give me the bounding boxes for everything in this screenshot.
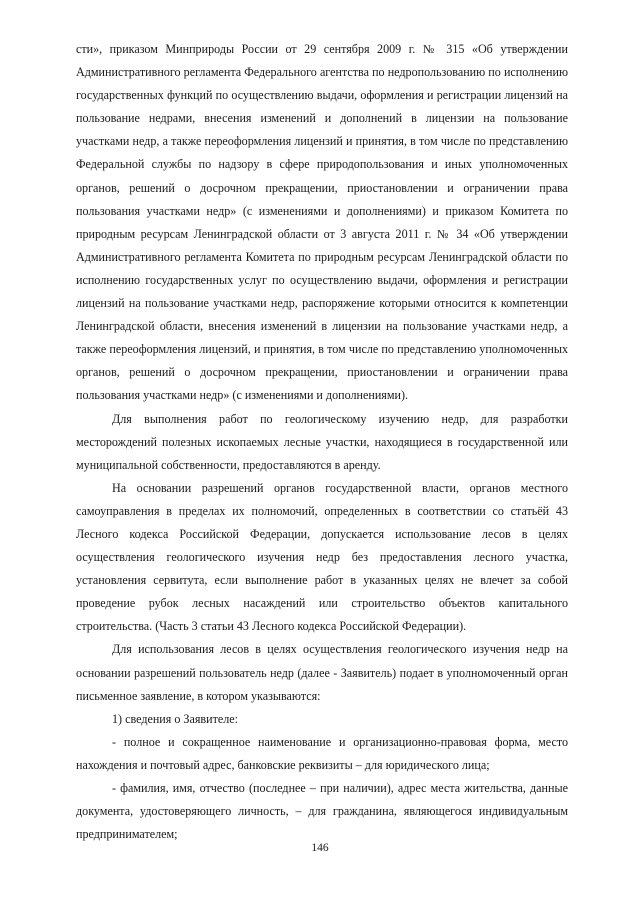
- paragraph-permission-basis: На основании разрешений органов государственной власти, органов местного самоуправления в пределах их полномочий, определенных в соответствии со статьёй 43 Лесного кодекса Российской Федерации, допускается использование лесов в целях осуществления геологического изучения недр без предоставления лесного участка, установления сервитута, если выполнение работ в указанных целях не влечет за собой проведение рубок лесных насаждений или строительство объектов капитального строительства. (Часть 3 статьи 43 Лесного кодекса Российской Федерации).: [76, 480, 568, 634]
- paragraph-legal-references: сти», приказом Минприроды России от 29 сентября 2009 г. № 315 «Об утверждении Административного регламента Федерального агентства по недропользованию по исполнению государственных функций по осуществлению выдачи, оформления и регистрации лицензий на пользование недрами, внесения изменений и дополнений в лицензии на пользование участками недр, а также переоформления лицензий и принятия, в том числе по представлению Федеральной службы по надзору в сфере природопользования и иных уполномоченных органов, решений о досрочном прекращении, приостановлении и ограничении права пользования участками недр» (с изменениями и дополнениями) и приказом Комитета по природным ресурсам Ленинградской области от 3 августа 2011 г. № 34 «Об утверждении Административного регламента Комитета по природным ресурсам Ленинградской области по исполнению государственных услуг по осуществлению выдачи, оформления и регистрации лицензий на пользование участками недр, распоряжение которыми относится к компетенции Ленинградской области, внесения изменений в лицензии на пользование участками недр, а также переоформления лицензий, и принятия, в том числе по представлению уполномоченных органов, решений о досрочном прекращении, приостановлении и ограничении права пользования участками недр» (с изменениями и дополнениями).: [76, 42, 568, 403]
- paragraph-application-intro: Для использования лесов в целях осуществления геологического изучения недр на основании разрешений пользователь недр (далее - Заявитель) подает в уполномоченный орган письменное заявление, в котором указываются:: [76, 642, 568, 703]
- list-item-entrepreneur: - фамилия, имя, отчество (последнее – при наличии), адрес места жительства, данные документа, удостоверяющего личность, – для гражданина, являющегося индивидуальным предпринимателем;: [76, 781, 568, 842]
- document-page: [76, 38, 568, 846]
- list-item-applicant-info: 1) сведения о Заявителе:: [112, 711, 239, 726]
- page-number: 146: [311, 842, 329, 854]
- paragraph-lease-provision: Для выполнения работ по геологическому изучению недр, для разработки месторождений полезных ископаемых лесные участки, находящиеся в государственной или муниципальной собственности, предоставляются в аренду.: [76, 411, 568, 472]
- list-item-legal-entity: - полное и сокращенное наименование и организационно-правовая форма, место нахождения и почтовый адрес, банковские реквизиты – для юридического лица;: [76, 734, 568, 772]
